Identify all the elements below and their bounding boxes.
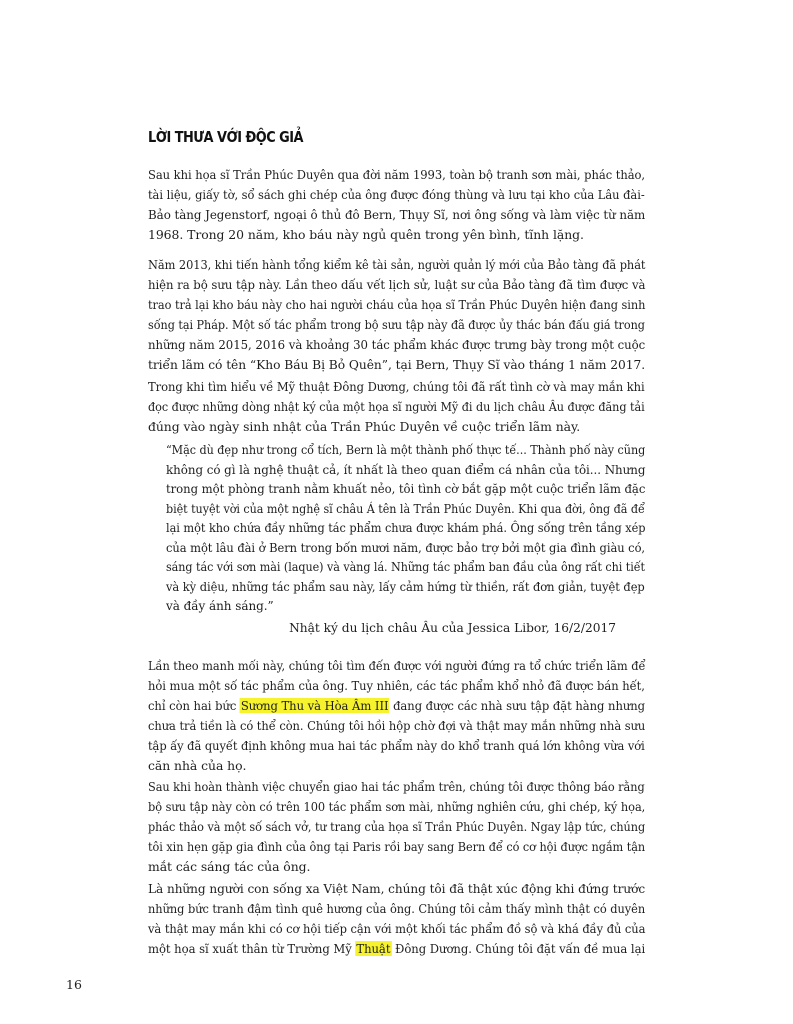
quote-line: và kỳ diệu, những tác phẩm sau này, lấy cảm hứng từ thiền, rất đơn giản, tuyệt đẹp — [166, 579, 645, 594]
text-line — [148, 696, 654, 716]
text-line: Năm 2013, khi tiến hành tổng kiểm kê tài sản, người quản lý mới của Bảo tàng đã phát — [148, 257, 646, 272]
text-line: những năm 2015, 2016 và khoảng 30 tác phẩm khác được trưng bày trong một cuộc — [148, 337, 646, 352]
paragraph-3 — [148, 377, 696, 437]
paragraph-4 — [148, 656, 689, 776]
text-line: Sau khi họa sĩ Trần Phúc Duyên qua đời năm 1993, toàn bộ tranh sơn mài, phác thảo, — [148, 167, 646, 182]
quote-line: “Mặc dù đẹp như trong cổ tích, Bern là một thành phố thực tế... Thành phố này cũng — [166, 443, 646, 457]
text-line: hỏi mua một số tác phẩm của ông. Tuy nhiên, các tác phẩm khổ nhỏ đã được bán hết, — [148, 678, 645, 693]
quote-line: lại một kho chứa đầy những tác phẩm chưa được khám phá. Ông sống trên tầng xép — [166, 521, 646, 535]
text-line: tài liệu, giấy tờ, sổ sách ghi chép của ông được đóng thùng và lưu tại kho của Lâu đài- — [148, 187, 645, 202]
quote-line: sáng tác với sơn mài (laque) và vàng lá. Những tác phẩm ban đầu của ông rất chi tiết — [166, 560, 646, 574]
text-line: bộ sưu tập này còn có trên 100 tác phẩm sơn mài, những nghiên cứu, ghi chép, ký họa, — [148, 799, 646, 814]
text-line: và thật may mắn khi có cơ hội tiếp cận với một khối tác phẩm đồ sộ và khá đầy đủ của — [148, 921, 646, 936]
text-line: những bức tranh đậm tình quê hương của ông. Chúng tôi cảm thấy mình thật có duyên — [148, 901, 646, 916]
text-line: Lần theo manh mối này, chúng tôi tìm đến được với người đứng ra tổ chức triển lãm để — [148, 658, 646, 673]
text-fragment: chỉ còn hai bức — [148, 698, 240, 713]
text-line: tôi xin hẹn gặp gia đình của ông tại Paris rồi bay sang Bern để có cơ hội được ngắm tận — [148, 839, 646, 854]
highlighted-artwork-title: Sương Thu và Hòa Âm III — [240, 698, 389, 713]
blockquote — [166, 441, 681, 617]
text-line: Trong khi tìm hiểu về Mỹ thuật Đông Dương, chúng tôi đã rất tình cờ và may mắn khi — [148, 379, 645, 394]
quote-line: trong một phòng tranh nằm khuất nẻo, tôi tình cờ bắt gặp một cuộc triển lãm đặc — [166, 482, 646, 496]
quote-line: của một lâu đài ở Bern trong bốn mươi năm, được bảo trợ bởi một gia đình giàu có, — [166, 540, 646, 555]
paragraph-5 — [148, 777, 695, 877]
text-line: trao trả lại kho báu này cho hai người cháu của họa sĩ Trần Phúc Duyên hiện đang sinh — [148, 297, 646, 312]
paragraph-1 — [148, 165, 685, 245]
quote-line: và đầy ánh sáng.” — [166, 599, 274, 613]
paragraph-2 — [148, 255, 697, 375]
text-line: chưa trả tiền là có thể còn. Chúng tôi hồi hộp chờ đợi và thật may mắn những nhà sưu — [148, 718, 646, 733]
text-fragment: một họa sĩ xuất thân từ Trường Mỹ — [148, 941, 356, 956]
text-line: căn nhà của họ. — [148, 758, 247, 773]
text-line: hiện ra bộ sưu tập này. Lần theo dấu vết lịch sử, luật sư của Bảo tàng đã tìm được và — [148, 277, 646, 292]
text-line: Bảo tàng Jegenstorf, ngoại ô thủ đô Bern, Thụy Sĩ, nơi ông sống và làm việc từ năm — [148, 207, 646, 222]
text-line: mắt các sáng tác của ông. — [148, 859, 311, 874]
text-fragment: Đông Dương. Chúng tôi đặt vấn đề mua lại — [391, 941, 646, 956]
text-line: Là những người con sống xa Việt Nam, chúng tôi đã thật xúc động khi đứng trước — [148, 881, 646, 896]
page-number: 16 — [66, 977, 82, 992]
text-fragment: đang được các nhà sưu tập đặt hàng nhưng — [389, 698, 646, 713]
quote-attribution: Nhật ký du lịch châu Âu của Jessica Libor, 16/2/2017 — [289, 621, 616, 635]
quote-line: biệt tuyệt vời của một nghệ sĩ châu Á tên là Trần Phúc Duyên. Khi qua đời, ông đã để — [166, 501, 645, 516]
text-line: Sau khi hoàn thành việc chuyển giao hai tác phẩm trên, chúng tôi được thông báo rằng — [148, 779, 645, 794]
highlighted-word: Thuật — [356, 941, 391, 956]
text-line: đúng vào ngày sinh nhật của Trần Phúc Duyên về cuộc triển lãm này. — [148, 419, 581, 434]
text-line: 1968. Trong 20 năm, kho báu này ngủ quên trong yên bình, tĩnh lặng. — [148, 227, 584, 242]
text-line: phác thảo và một số sách vở, tư trang của họa sĩ Trần Phúc Duyên. Ngay lập tức, chúng — [148, 819, 646, 834]
text-line: sống tại Pháp. Một số tác phẩm trong bộ sưu tập này đã được ủy thác bán đấu giá trong — [148, 317, 645, 332]
text-line: tập ấy đã quyết định không mua hai tác phẩm này do khổ tranh quá lớn không vừa với — [148, 738, 645, 753]
quote-line: không có gì là nghệ thuật cả, ít nhất là theo quan điểm cá nhân của tôi... Nhưng — [166, 462, 646, 477]
section-heading: LỜI THƯA VỚI ĐỘC GIẢ — [148, 128, 303, 146]
text-line: triển lãm có tên “Kho Báu Bị Bỏ Quên”, tại Bern, Thụy Sĩ vào tháng 1 năm 2017. — [148, 357, 646, 372]
paragraph-6 — [148, 879, 689, 959]
text-line — [148, 939, 655, 959]
text-line: đọc được những dòng nhật ký của một họa sĩ người Mỹ đi du lịch châu Âu được đăng tải — [148, 399, 645, 414]
